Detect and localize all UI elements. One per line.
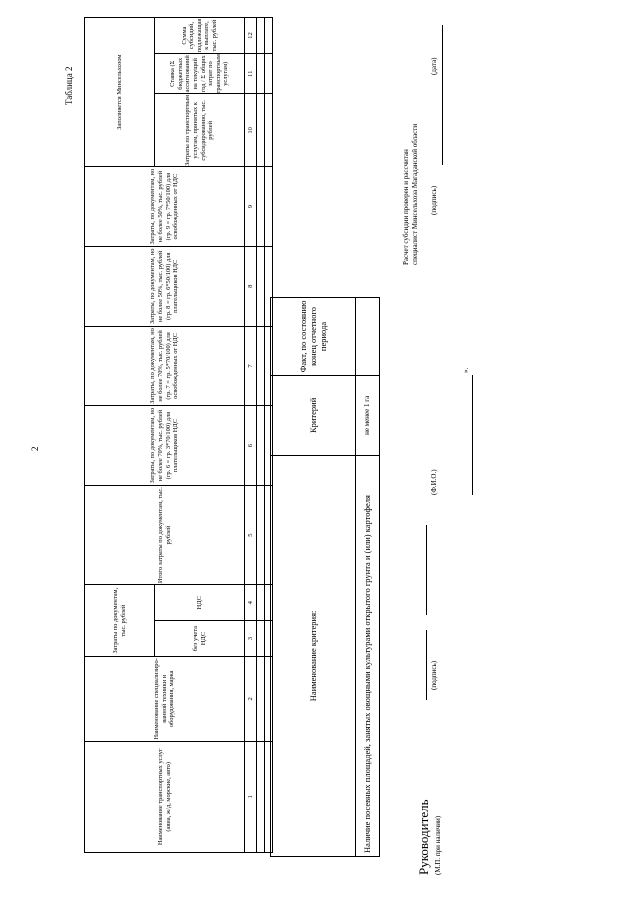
col-header-3-4: Затраты по документам, тыс. рублей [85,585,155,657]
criteria-header-criterion: Критерий [271,375,356,455]
col-number: 5 [245,485,257,584]
signature-line[interactable] [412,630,427,700]
col-header-2: Наименование специализиро-ванной техники и оборудования, марка [85,657,245,742]
table-cell[interactable] [257,94,265,167]
col-header-3: без учета НДС [155,621,245,657]
col-header-minselkhoz: Заполняется Минсельхозом [85,18,155,167]
col-header-5: Итого затраты по документам, тыс. рублей [85,485,245,584]
table-cell[interactable] [257,657,265,742]
check-podpis-label: (подпись) [430,185,438,215]
col-number: 3 [245,621,257,657]
col-number: 2 [245,657,257,742]
criteria-header-name: Наименование критерия: [271,455,356,856]
col-header-9: Затраты, по документам, но не более 50%, тыс. рублей (гр. 9 = гр. 7*50/100) для освобожденных от НДС [85,167,245,247]
col-header-11: Ставка (Σ бюджетных ассигнований на текущий год / Σ общих затрат по транспортным услугам) [155,54,245,94]
col-number: 12 [245,18,257,54]
page-number: 2 [30,446,40,451]
date-quote: ». [462,367,470,373]
main-table [84,17,273,853]
col-number: 9 [245,167,257,247]
table-cell[interactable] [265,18,273,54]
criteria-table [270,297,380,857]
table-cell[interactable] [265,54,273,94]
check-date-label: (дата) [430,57,438,75]
col-header-6: Затраты, по документам, но не более 70%, тыс. рублей (гр. 6 = гр. 3*70/100) для плательщиков НДС [85,406,245,486]
col-number: 1 [245,741,257,852]
signature-fio-label: (Ф.И.О.) [430,469,438,495]
col-number: 8 [245,246,257,326]
table-cell[interactable] [257,54,265,94]
col-header-8: Затраты, по документам, но не более 50%, тыс. рублей (гр. 8 = гр. 6*50/100) для плательщиков НДС [85,246,245,326]
table-cell[interactable] [257,621,265,657]
col-number: 10 [245,94,257,167]
col-header-7: Затраты, по документам, но не более 70%, тыс. рублей (гр. 7 = гр. 5*70/100) для освобожденных от НДС [85,326,245,406]
col-number: 4 [245,585,257,621]
signature-mp: (М.П. при наличии) [434,815,442,875]
table-cell[interactable] [257,326,265,406]
criteria-row-name: Наличие посевных площадей, занятых овощными культурами открытого грунта и (или) картофеля [356,455,380,856]
table-cell[interactable] [257,741,265,852]
col-number: 11 [245,54,257,94]
check-text: Расчет субсидии проверен и рассчитан специалист Минсельхоза Магаданской области [402,123,419,265]
check-date-line[interactable] [430,25,443,85]
table-cell[interactable] [257,18,265,54]
col-header-10: Затраты по транспортным услугам, принятых к субсидированию, тыс. рублей [155,94,245,167]
table-cell[interactable] [257,406,265,486]
table-cell[interactable] [265,94,273,167]
signature-podpis-label: (подпись) [430,660,438,690]
col-number: 6 [245,406,257,486]
table-title: Таблица 2 [64,66,74,105]
table-cell[interactable] [257,167,265,247]
col-header-12: Сумма субсидий, подлежащая к выплате, тыс. рублей [155,18,245,54]
col-header-4: НДС [155,585,245,621]
table-cell[interactable] [257,485,265,584]
col-header-1: Наименование транспортных услуг (авиа, ж/д, морские, авто) [85,741,245,852]
table-cell[interactable] [257,585,265,621]
col-number: 7 [245,326,257,406]
signature-head: Руководитель [416,799,431,875]
fio-line[interactable] [412,525,427,615]
criteria-row-fact[interactable] [356,298,380,376]
table-cell[interactable] [265,167,273,247]
criteria-row-criterion: не менее 1 га [356,375,380,455]
table-cell[interactable] [257,246,265,326]
date-line[interactable] [460,375,473,495]
check-signature-line[interactable] [430,85,443,165]
criteria-header-fact: Факт, по состоянию конец отчетного периода [271,298,356,376]
